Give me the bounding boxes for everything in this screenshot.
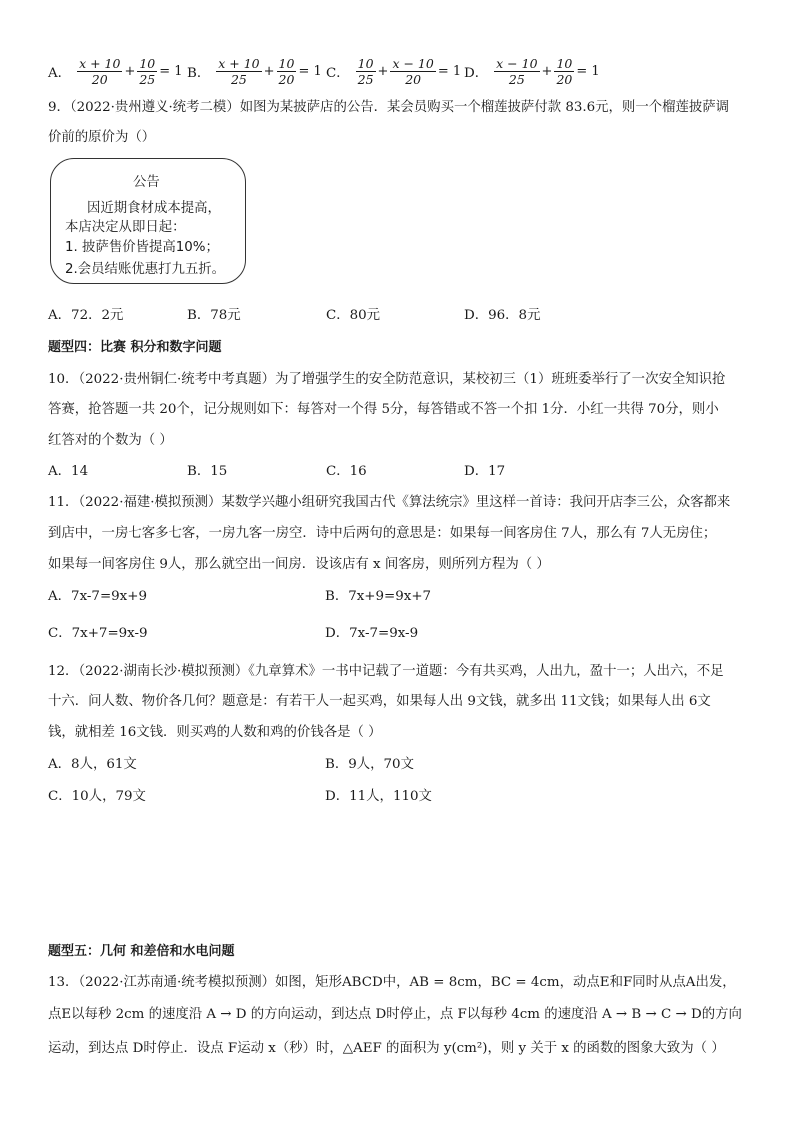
q13-stem-line3: 运动，到达点 D时停止．设点 F运动 x（秒）时，△AEF 的面积为 y(cm²)，则 y 关于 x 的函数的图象大致为（ ） [48, 1041, 725, 1056]
fraction [554, 56, 574, 87]
q10-option-d: D．17 [464, 464, 506, 479]
q10-stem-line1: 10．（2022·贵州铜仁·统考中考真题）为了增强学生的安全防范意识，某校初三（1）班班委举行了一次安全知识抢 [48, 372, 726, 387]
numerator: x − 10 [392, 56, 434, 71]
denominator: 20 [278, 72, 295, 87]
q13-stem-line2: 点E以每秒 2cm 的速度沿 A → D 的方向运动，到达点 D时停止，点 F以每秒 4cm 的速度沿 A → B → C → D的方向 [48, 1007, 742, 1022]
fraction [137, 56, 157, 87]
q10-option-c: C．16 [326, 464, 367, 479]
q12-option-a: A．8人，61文 [48, 757, 137, 772]
operator: + [124, 64, 136, 79]
q11-option-a: A．7x-7=9x+9 [48, 589, 147, 604]
denominator: 20 [556, 72, 573, 87]
q11-option-c: C．7x+7=9x-9 [48, 626, 148, 641]
q9-option-a: A．72．2元 [48, 308, 124, 323]
fraction [216, 56, 261, 87]
q9-stem-line1: 9．（2022·贵州遵义·统考二模）如图为某披萨店的公告．某会员购买一个榴莲披萨付款 83.6元，则一个榴莲披萨调 [48, 100, 730, 115]
q9-option-d: D．96．8元 [464, 308, 541, 323]
q9-option-b: B．78元 [187, 308, 241, 323]
numerator: x + 10 [79, 56, 121, 71]
numerator: 10 [139, 56, 156, 71]
operator: + [377, 64, 389, 79]
numerator: 10 [357, 56, 374, 71]
section-heading-5: 题型五：几何 和差倍和水电问题 [48, 944, 235, 959]
equation-rhs: = 1 [437, 64, 462, 79]
option-label: C． [326, 66, 350, 81]
option-label: B． [187, 66, 211, 81]
notice-board [50, 158, 246, 284]
q10-option-a: A．14 [48, 464, 89, 479]
denominator: 25 [357, 72, 374, 87]
denominator: 20 [405, 72, 422, 87]
equation-rhs: = 1 [298, 64, 322, 79]
numerator: 10 [556, 56, 573, 71]
q12-option-d: D．11人，110文 [325, 789, 432, 804]
numerator: 10 [278, 56, 295, 71]
denominator: 25 [139, 72, 156, 87]
denominator: 25 [508, 72, 525, 87]
fraction [277, 56, 297, 87]
fraction [390, 56, 435, 87]
q12-option-b: B．9人，70文 [325, 757, 414, 772]
numerator: x + 10 [218, 56, 260, 71]
q11-option-b: B．7x+9=9x+7 [325, 589, 432, 604]
notice-line2: 本店决定从即日起： [65, 220, 186, 235]
q13-stem-line1: 13．（2022·江苏南通·统考模拟预测）如图，矩形ABCD中，AB = 8cm，BC = 4cm，动点E和F同时从点A出发， [48, 975, 736, 990]
numerator: x − 10 [496, 56, 538, 71]
q11-option-d: D．7x-7=9x-9 [325, 626, 419, 641]
operator: + [541, 64, 553, 79]
notice-line3: 1. 披萨售价皆提高10%； [65, 240, 219, 255]
q8-option-d [464, 56, 602, 87]
equation-rhs: = 1 [576, 64, 600, 79]
q12-stem-line2: 十六．问人数、物价各几何？题意是：有若干人一起买鸡，如果每人出 9文钱，就多出 11文钱；如果每人出 6文 [48, 694, 711, 709]
notice-line4: 2.会员结账优惠打九五折。 [65, 262, 226, 277]
notice-title: 公告 [133, 175, 160, 190]
q8-option-a [48, 56, 185, 87]
q10-stem-line3: 红答对的个数为（ ） [48, 433, 173, 448]
q9-option-c: C．80元 [326, 308, 381, 323]
option-label: D． [464, 66, 489, 81]
equation-rhs: = 1 [159, 64, 183, 79]
denominator: 20 [91, 72, 108, 87]
q11-stem-line1: 11．（2022·福建·模拟预测）某数学兴趣小组研究我国古代《算法统宗》里这样一首诗：我问开店李三公，众客都来 [48, 495, 731, 510]
denominator: 25 [230, 72, 247, 87]
option-label: A． [48, 66, 72, 81]
q8-option-c [326, 56, 463, 87]
fraction [77, 56, 122, 87]
q8-option-b [187, 56, 324, 87]
q12-option-c: C．10人，79文 [48, 789, 146, 804]
fraction [356, 56, 376, 87]
fraction [494, 56, 539, 87]
q10-option-b: B．15 [187, 464, 228, 479]
q12-stem-line3: 钱，就相差 16文钱．则买鸡的人数和鸡的价钱各是（ ） [48, 725, 382, 740]
q12-stem-line1: 12．（2022·湖南长沙·模拟预测）《九章算术》一书中记载了一道题：今有共买鸡，人出九，盈十一；人出六，不足 [48, 664, 724, 679]
operator: + [263, 64, 275, 79]
q11-stem-line3: 如果每一间客房住 9人，那么就空出一间房．设该店有 x 间客房，则所列方程为（ ） [48, 557, 550, 572]
q9-stem-line2: 价前的原价为（） [48, 130, 156, 145]
q11-stem-line2: 到店中，一房七客多七客，一房九客一房空．诗中后两句的意思是：如果每一间客房住 7人，那么有 7人无房住； [48, 526, 717, 541]
section-heading-4: 题型四：比赛 积分和数字问题 [48, 340, 222, 355]
notice-line1: 因近期食材成本提高， [87, 201, 221, 216]
q10-stem-line2: 答赛，抢答题一共 20个，记分规则如下：每答对一个得 5分，每答错或不答一个扣 1分．小红一共得 70分，则小 [48, 402, 719, 417]
